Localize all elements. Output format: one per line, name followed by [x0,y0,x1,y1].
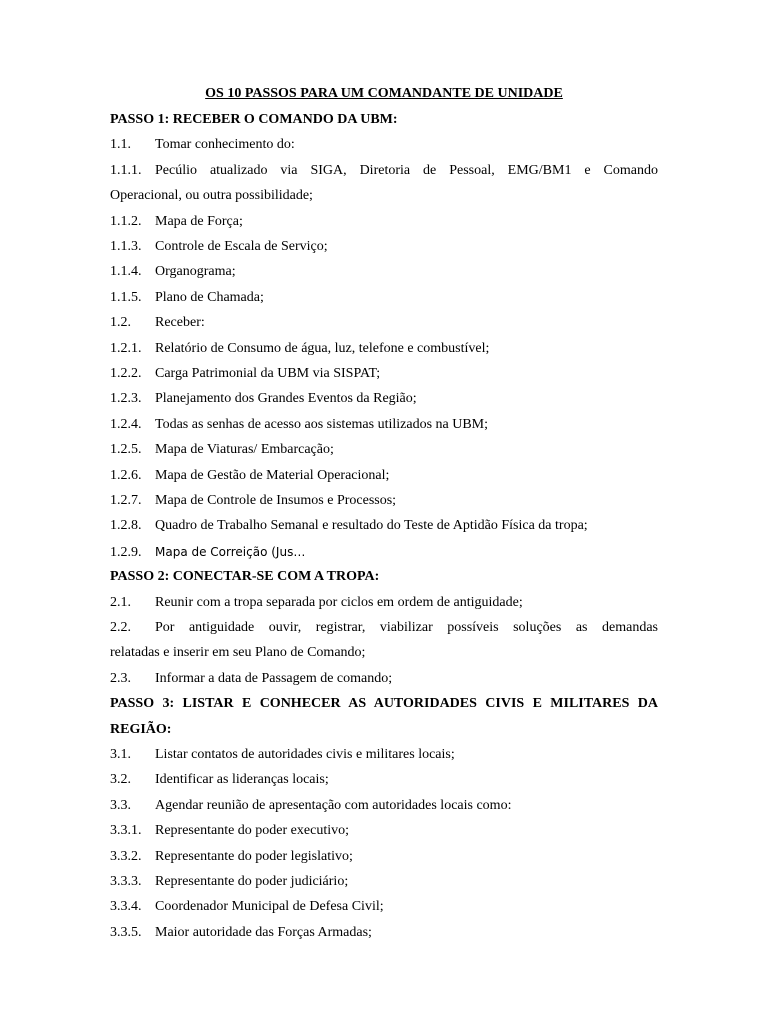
item-text: Identificar as lideranças locais; [155,772,329,787]
heading-text: REGIÃO: [110,722,172,737]
item-number: 3.3.3. [110,874,142,889]
item-number: 2.3. [110,671,131,686]
item-text: Quadro de Trabalho Semanal e resultado do Teste de Aptidão Física da tropa; [155,518,588,533]
item-number: 2.2. [110,620,131,635]
item-text: Carga Patrimonial da UBM via SISPAT; [155,366,381,381]
list-item [110,135,658,155]
item-number: 1.1.2. [110,214,142,229]
item-number: 1.1.4. [110,264,142,279]
list-item [110,618,658,638]
list-item [110,593,658,613]
list-item [110,923,658,943]
item-text: Representante do poder legislativo; [155,849,353,864]
list-item [110,821,658,841]
item-number: 3.3. [110,798,131,813]
item-number: 1.1.5. [110,290,142,305]
list-item [110,212,658,232]
list-item [110,186,658,206]
list-item [110,491,658,511]
item-text: Receber: [155,315,205,330]
item-text: Relatório de Consumo de água, luz, telefone e combustível; [155,341,490,356]
item-text: Agendar reunião de apresentação com autoridades locais como: [155,798,512,813]
list-item [110,389,658,409]
item-number: 1.2.8. [110,518,142,533]
item-number: 2.1. [110,595,131,610]
item-text: Planejamento dos Grandes Eventos da Região; [155,391,417,406]
item-number: 1.2.6. [110,468,142,483]
list-item [110,847,658,867]
item-text: Mapa de Correição (Jus… [155,545,306,559]
item-number: 1.1. [110,137,131,152]
item-number: 3.1. [110,747,131,762]
item-text: Mapa de Controle de Insumos e Processos; [155,493,397,508]
list-item [110,872,658,892]
list-item [110,669,658,689]
item-number: 3.2. [110,772,131,787]
list-item [110,516,658,536]
item-number: 3.3.1. [110,823,142,838]
item-number: 3.3.4. [110,899,142,914]
item-text: Coordenador Municipal de Defesa Civil; [155,899,384,914]
item-text: Por antiguidade ouvir, registrar, viabilizar possíveis soluções as demandas [155,620,658,635]
list-item [110,364,658,384]
section-heading [110,567,658,587]
item-text: Representante do poder judiciário; [155,874,349,889]
list-item [110,237,658,257]
list-item [110,415,658,435]
document-title: OS 10 PASSOS PARA UM COMANDANTE DE UNIDADE [205,86,563,101]
item-text: Organograma; [155,264,236,279]
item-number: 3.3.5. [110,925,142,940]
list-item [110,466,658,486]
section-heading [110,720,658,740]
list-item [110,643,658,663]
item-number: 1.1.1. [110,163,142,178]
item-text: Pecúlio atualizado via SIGA, Diretoria de Pessoal, EMG/BM1 e Comando [155,163,658,178]
item-text: Plano de Chamada; [155,290,264,305]
heading-text: PASSO 3: LISTAR E CONHECER AS AUTORIDADES CIVIS E MILITARES DA [110,696,658,711]
item-text: Representante do poder executivo; [155,823,349,838]
item-text: Reunir com a tropa separada por ciclos em ordem de antiguidade; [155,595,523,610]
item-text: Maior autoridade das Forças Armadas; [155,925,372,940]
list-item [110,440,658,460]
list-item [110,796,658,816]
item-text: Operacional, ou outra possibilidade; [110,188,313,203]
item-text: Todas as senhas de acesso aos sistemas utilizados na UBM; [155,417,489,432]
list-item [110,897,658,917]
list-item [110,262,658,282]
section-heading [110,694,658,714]
item-number: 1.2.4. [110,417,142,432]
list-item [110,745,658,765]
list-item [110,339,658,359]
item-number: 3.3.2. [110,849,142,864]
item-number: 1.2.5. [110,442,142,457]
list-item [110,770,658,790]
item-text: Listar contatos de autoridades civis e militares locais; [155,747,455,762]
list-item [110,313,658,333]
heading-text: PASSO 1: RECEBER O COMANDO DA UBM: [110,112,398,127]
item-number: 1.2.2. [110,366,142,381]
item-number: 1.1.3. [110,239,142,254]
list-item [110,288,658,308]
item-text: Informar a data de Passagem de comando; [155,671,393,686]
item-text: Mapa de Força; [155,214,243,229]
item-number: 1.2.7. [110,493,142,508]
item-number: 1.2.1. [110,341,142,356]
item-number: 1.2.9. [110,545,142,560]
item-number: 1.2.3. [110,391,142,406]
heading-text: PASSO 2: CONECTAR-SE COM A TROPA: [110,569,380,584]
section-heading [110,110,658,130]
item-text: Controle de Escala de Serviço; [155,239,328,254]
list-item [110,161,658,181]
item-text: relatadas e inserir em seu Plano de Comando; [110,645,366,660]
item-text: Mapa de Gestão de Material Operacional; [155,468,390,483]
item-text: Mapa de Viaturas/ Embarcação; [155,442,334,457]
item-number: 1.2. [110,315,131,330]
list-item [110,542,658,562]
item-text: Tomar conhecimento do: [155,137,295,152]
